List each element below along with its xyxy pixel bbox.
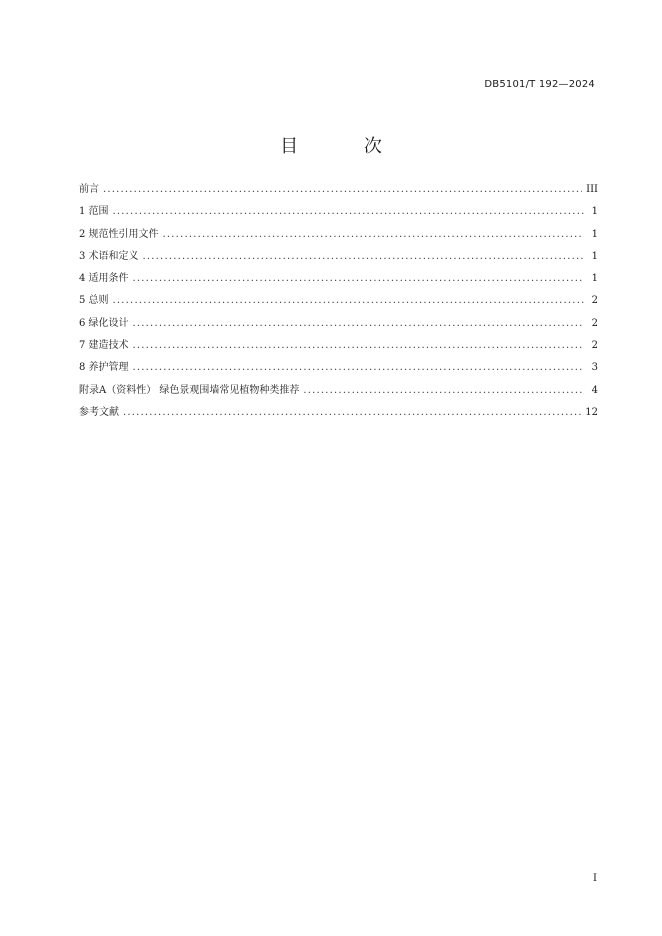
toc-dot-leader [133,273,584,284]
toc-dot-leader [103,184,582,195]
toc-entry-page: 3 [591,362,598,374]
toc-entry-label: 3 术语和定义 [79,250,139,262]
toc-entry-applicable-conditions[interactable] [79,269,598,291]
toc-entry-bibliography[interactable] [79,403,598,425]
toc-entry-greening-design[interactable] [79,314,598,336]
toc-entry-page: 4 [591,384,598,396]
toc-dot-leader [163,229,584,240]
toc-entry-normative-references[interactable] [79,225,598,247]
toc-dot-leader [113,206,584,217]
toc-entry-page: 1 [591,273,598,285]
toc-entry-maintenance-management[interactable] [79,358,598,380]
toc-entry-appendix-a[interactable] [79,381,598,403]
toc-entry-label: 7 建造技术 [79,340,129,352]
toc-dot-leader [113,295,584,306]
toc-entry-page: 2 [591,340,598,352]
toc-entry-page: 1 [591,206,598,218]
toc-entry-page: 1 [591,228,598,240]
toc-entry-label: 5 总则 [79,295,109,307]
toc-entry-page: 2 [591,317,598,329]
toc-dot-leader [143,251,584,262]
toc-entry-scope[interactable] [79,202,598,224]
document-number: DB5101/T 192—2024 [484,79,595,90]
toc-entry-label: 2 规范性引用文件 [79,228,159,240]
toc-entry-label: 8 养护管理 [79,362,129,374]
toc-dot-leader [123,407,581,418]
page-title: 目 次 [280,136,412,157]
toc-entry-label: 参考文献 [79,406,119,418]
toc-dot-leader [133,318,584,329]
toc-entry-page: 2 [591,295,598,307]
toc-entry-general[interactable] [79,291,598,313]
toc-entry-label: 附录A（资料性） 绿色景观围墙常见植物种类推荐 [79,384,300,396]
table-of-contents [79,180,598,425]
toc-dot-leader [133,362,584,373]
footer-page-number: I [593,873,597,884]
toc-entry-label: 1 范围 [79,206,109,218]
toc-entry-preface[interactable] [79,180,598,202]
toc-entry-page: 1 [591,250,598,262]
toc-entry-label: 前言 [79,184,99,195]
toc-entry-page: 12 [585,406,598,418]
toc-entry-terms-definitions[interactable] [79,247,598,269]
toc-entry-label: 4 适用条件 [79,273,129,285]
toc-dot-leader [303,385,584,396]
toc-entry-label: 6 绿化设计 [79,317,129,329]
toc-dot-leader [133,340,584,351]
toc-entry-page: III [586,184,598,195]
toc-entry-construction-technology[interactable] [79,336,598,358]
